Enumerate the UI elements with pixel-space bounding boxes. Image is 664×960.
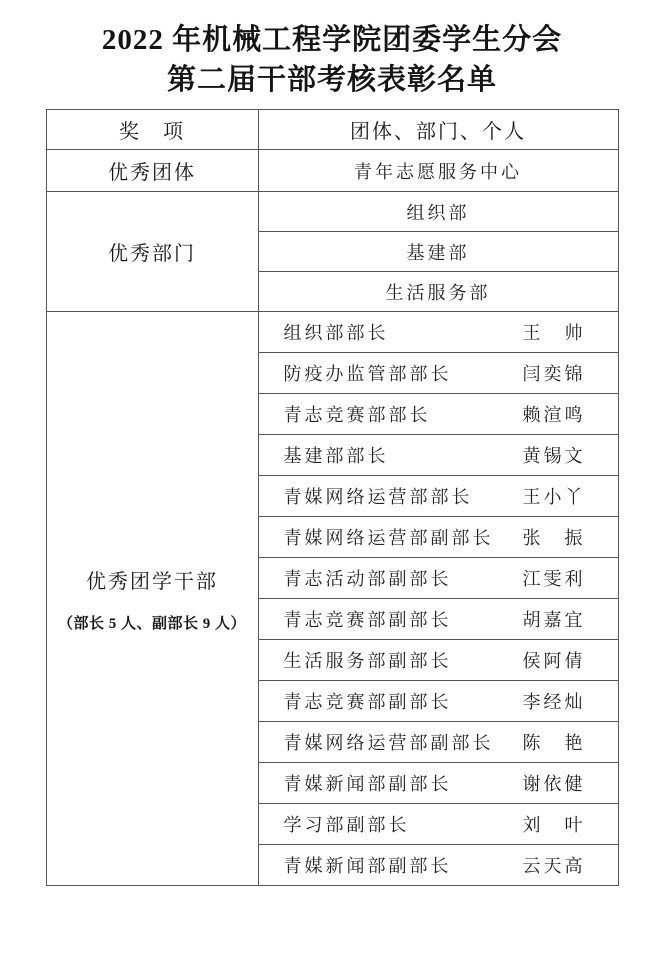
cadre-name: 胡嘉宜 — [522, 610, 586, 630]
cadre-position: 防疫办监管部部长 — [283, 364, 452, 384]
department-item: 基建部 — [258, 232, 618, 272]
cadre-position: 青志竞赛部部长 — [283, 405, 431, 425]
cadre-name: 陈 艳 — [522, 733, 586, 753]
cadre-cell — [258, 435, 618, 476]
cadre-name: 侯阿倩 — [522, 651, 586, 671]
cadre-name: 王小丫 — [522, 487, 586, 507]
cadre-name: 刘 叶 — [522, 815, 586, 835]
cadre-name: 李经灿 — [522, 692, 586, 712]
department-item: 生活服务部 — [258, 272, 618, 312]
cadre-cell — [258, 312, 618, 353]
document-title — [0, 20, 664, 100]
cadre-position: 青媒网络运营部副部长 — [283, 733, 494, 753]
cadre-position: 青媒新闻部副部长 — [283, 856, 452, 876]
excellent-group-label: 优秀团体 — [46, 150, 258, 192]
cadre-cell — [258, 558, 618, 599]
cadre-position: 青志竞赛部副部长 — [283, 610, 452, 630]
excellent-cadres-sublabel: （部长 5 人、副部长 9 人） — [57, 615, 246, 632]
cadre-cell — [258, 599, 618, 640]
excellent-group-row — [46, 150, 618, 192]
header-award-category: 奖 项 — [46, 110, 258, 150]
cadre-cell — [258, 804, 618, 845]
excellent-group-recipient: 青年志愿服务中心 — [258, 150, 618, 192]
cadre-cell — [258, 722, 618, 763]
header-recipient: 团体、部门、个人 — [258, 110, 618, 150]
cadre-cell — [258, 476, 618, 517]
cadre-row — [46, 312, 618, 353]
cadre-cell — [258, 517, 618, 558]
cadre-name: 闫奕锦 — [522, 364, 586, 384]
cadre-position: 生活服务部副部长 — [283, 651, 452, 671]
cadre-position: 青媒网络运营部副部长 — [283, 528, 494, 548]
cadre-position: 青媒新闻部副部长 — [283, 774, 452, 794]
cadre-name: 江雯利 — [522, 569, 586, 589]
excellent-cadres-label: 优秀团学干部 — [86, 570, 218, 593]
cadre-position: 青志竞赛部副部长 — [283, 692, 452, 712]
cadre-position: 组织部部长 — [283, 323, 389, 343]
cadre-name: 黄锡文 — [522, 446, 586, 466]
cadre-cell — [258, 681, 618, 722]
cadre-position: 青志活动部副部长 — [283, 569, 452, 589]
cadre-name: 云天高 — [522, 856, 586, 876]
cadre-position: 青媒网络运营部部长 — [283, 487, 473, 507]
cadre-name: 谢依健 — [522, 774, 586, 794]
cadre-position: 基建部部长 — [283, 446, 389, 466]
cadre-name: 王 帅 — [522, 323, 586, 343]
cadre-name: 张 振 — [522, 528, 586, 548]
excellent-cadres-label-cell — [46, 312, 258, 886]
cadre-cell — [258, 394, 618, 435]
department-item: 组织部 — [258, 192, 618, 232]
cadre-position: 学习部副部长 — [283, 815, 410, 835]
table-header-row — [46, 110, 618, 150]
cadre-cell — [258, 845, 618, 886]
cadre-cell — [258, 353, 618, 394]
award-table — [46, 109, 619, 886]
excellent-departments-label: 优秀部门 — [46, 192, 258, 312]
document-title-line2: 第二届干部考核表彰名单 — [166, 64, 497, 96]
cadre-cell — [258, 640, 618, 681]
cadre-name: 赖渲鸣 — [522, 405, 586, 425]
excellent-department-row — [46, 192, 618, 232]
document-title-line1: 2022 年机械工程学院团委学生分会 — [101, 24, 563, 56]
cadre-cell — [258, 763, 618, 804]
